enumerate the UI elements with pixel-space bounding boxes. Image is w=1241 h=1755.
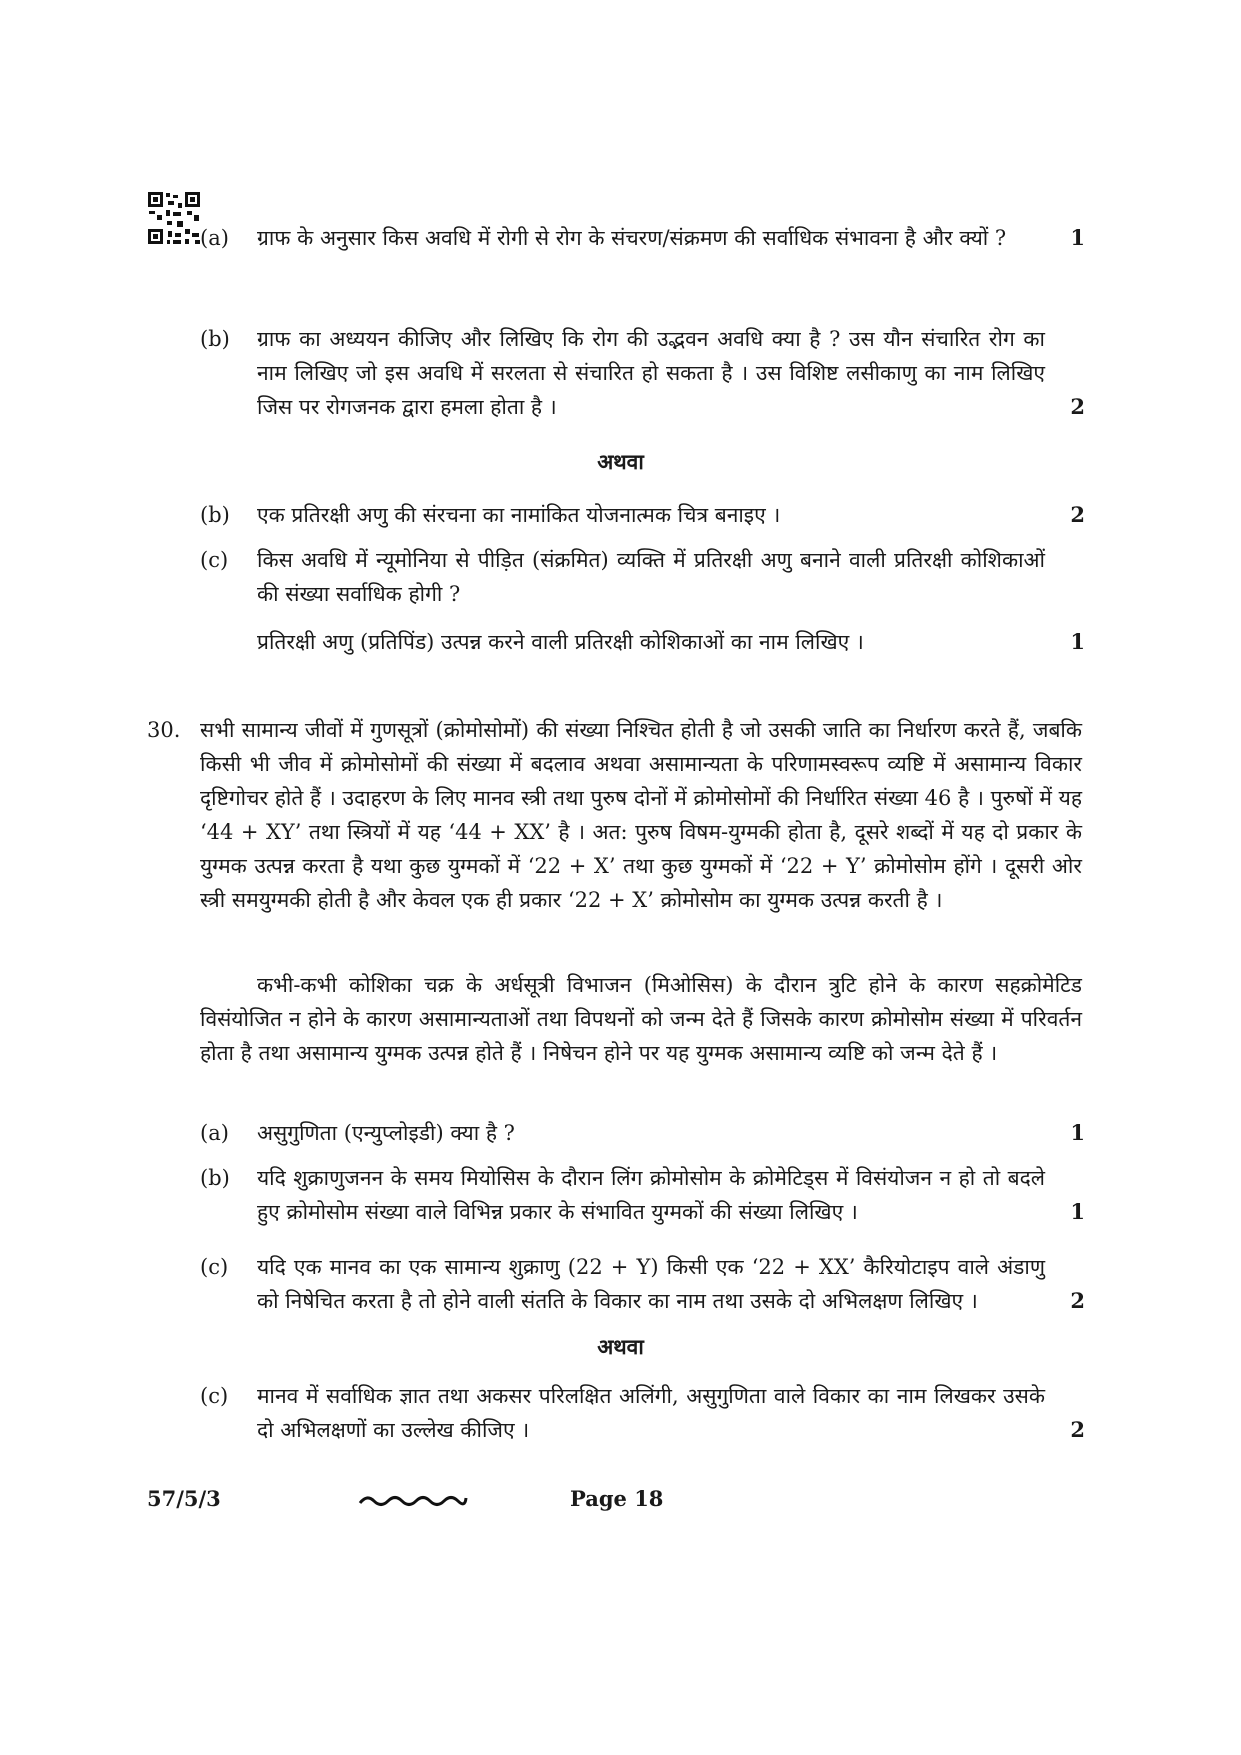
or-divider: अथवा: [597, 1334, 644, 1359]
question-30c-alt: [200, 1379, 1085, 1447]
marks: 1: [1070, 225, 1085, 250]
item-label: (c): [200, 1384, 229, 1408]
marks: 2: [1070, 1417, 1085, 1442]
passage-paragraph: सभी सामान्य जीवों में गुणसूत्रों (क्रोमोसोमों) की संख्या निश्चित होती है जो उसकी जाति का निर्धारण करते हैं, जबकि किसी भी जीव में क्रोमोसोमों की संख्या में बदलाव अथवा असामान्यता के परिणामस्वरूप व्यष्टि में असामान्य विकार दृष्टिगोचर होते हैं । उदाहरण के लिए मानव स्त्री तथा पुरुष दोनों में क्रोमोसोमों की निर्धारित संख्या 46 है । पुरुषों में यह ‘44 + XY’ तथा स्त्रियों में यह ‘44 + XX’ है । अत: पुरुष विषम-युग्मकी होता है, दूसरे शब्दों में यह दो प्रकार के युग्मक उत्पन्न करता है यथा कुछ युग्मकों में ‘22 + X’ तथा कुछ युग्मकों में ‘22 + Y’ क्रोमोसोम होंगे । दूसरी ओर स्त्री समयुग्मकी होती है और केवल एक ही प्रकार ‘22 + X’ क्रोमोसोम का युग्मक उत्पन्न करती है ।: [200, 718, 1082, 912]
passage-paragraph-2: कभी-कभी कोशिका चक्र के अर्धसूत्री विभाजन (मिओसिस) के दौरान त्रुटि होने के कारण सहक्रोमेटिड विसंयोजित न होने के कारण असामान्यताओं तथा विपथनों को जन्म देते हैं जिसके कारण क्रोमोसोम संख्या में परिवर्तन होता है तथा असामान्य युग्मक उत्पन्न होते हैं । निषेचन होने पर यह युग्मक असामान्य व्यष्टि को जन्म देते हैं ।: [200, 973, 1082, 1065]
paper-code: 57/5/3: [147, 1486, 221, 1511]
question-30a: [200, 1116, 1085, 1150]
marks: 1: [1070, 629, 1085, 654]
question-number: 30.: [147, 718, 181, 742]
question-29c: [200, 543, 1085, 611]
item-label: (c): [200, 1255, 229, 1279]
question-29c-part2: [257, 625, 1085, 659]
item-label: (c): [200, 548, 229, 572]
question-30b: [200, 1161, 1085, 1229]
item-text: ग्राफ का अध्ययन कीजिए और लिखिए कि रोग की उद्भवन अवधि क्या है ? उस यौन संचारित रोग का नाम लिखिए जो इस अवधि में सरलता से संचारित हो सकता है । उस विशिष्ट लसीकाणु का नाम लिखिए जिस पर रोगजनक द्वारा हमला होता है ।: [257, 327, 1045, 419]
question-30-passage: [147, 713, 1082, 917]
question-30c: [200, 1250, 1085, 1318]
or-divider: अथवा: [597, 449, 644, 474]
item-text: यदि एक मानव का एक सामान्य शुक्राणु (22 + Y) किसी एक ‘22 + XX’ कैरियोटाइप वाले अंडाणु को निषेचित करता है तो होने वाली संतति के विकार का नाम तथा उसके दो अभिलक्षण लिखिए ।: [257, 1255, 1045, 1313]
item-text: एक प्रतिरक्षी अणु की संरचना का नामांकित योजनात्मक चित्र बनाइए ।: [257, 503, 781, 527]
item-text: असुगुणिता (एन्युप्लोइडी) क्या है ?: [257, 1121, 515, 1145]
marks: 2: [1070, 1288, 1085, 1313]
item-text: यदि शुक्राणुजनन के समय मियोसिस के दौरान लिंग क्रोमोसोम के क्रोमेटिड्स में विसंयोजन न हो तो बदले हुए क्रोमोसोम संख्या वाले विभिन्न प्रकार के संभावित युग्मकों की संख्या लिखिए ।: [257, 1166, 1045, 1224]
page-number: Page 18: [570, 1486, 664, 1511]
question-29b: [200, 322, 1085, 424]
question-29a: [200, 221, 1085, 255]
item-text: ग्राफ के अनुसार किस अवधि में रोगी से रोग के संचरण/संक्रमण की सर्वाधिक संभावना है और क्यों ?: [257, 226, 1007, 250]
item-text: किस अवधि में न्यूमोनिया से पीड़ित (संक्रमित) व्यक्ति में प्रतिरक्षी अणु बनाने वाली प्रतिरक्षी कोशिकाओं की संख्या सर्वाधिक होगी ?: [257, 548, 1045, 606]
qr-code-icon: [147, 191, 201, 245]
marks: 1: [1070, 1120, 1085, 1145]
item-text: प्रतिरक्षी अणु (प्रतिपिंड) उत्पन्न करने वाली प्रतिरक्षी कोशिकाओं का नाम लिखिए ।: [257, 630, 864, 654]
marks: 1: [1070, 1199, 1085, 1224]
item-label: (a): [200, 1121, 229, 1145]
question-29b-alt: [200, 498, 1085, 532]
item-label: (a): [200, 226, 229, 250]
wave-ornament-icon: [358, 1492, 468, 1508]
item-text: मानव में सर्वाधिक ज्ञात तथा अकसर परिलक्षित अलिंगी, असुगुणिता वाले विकार का नाम लिखकर उसके दो अभिलक्षणों का उल्लेख कीजिए ।: [257, 1384, 1045, 1442]
item-label: (b): [200, 503, 230, 527]
marks: 2: [1070, 502, 1085, 527]
item-label: (b): [200, 327, 230, 351]
marks: 2: [1070, 394, 1085, 419]
item-label: (b): [200, 1166, 230, 1190]
